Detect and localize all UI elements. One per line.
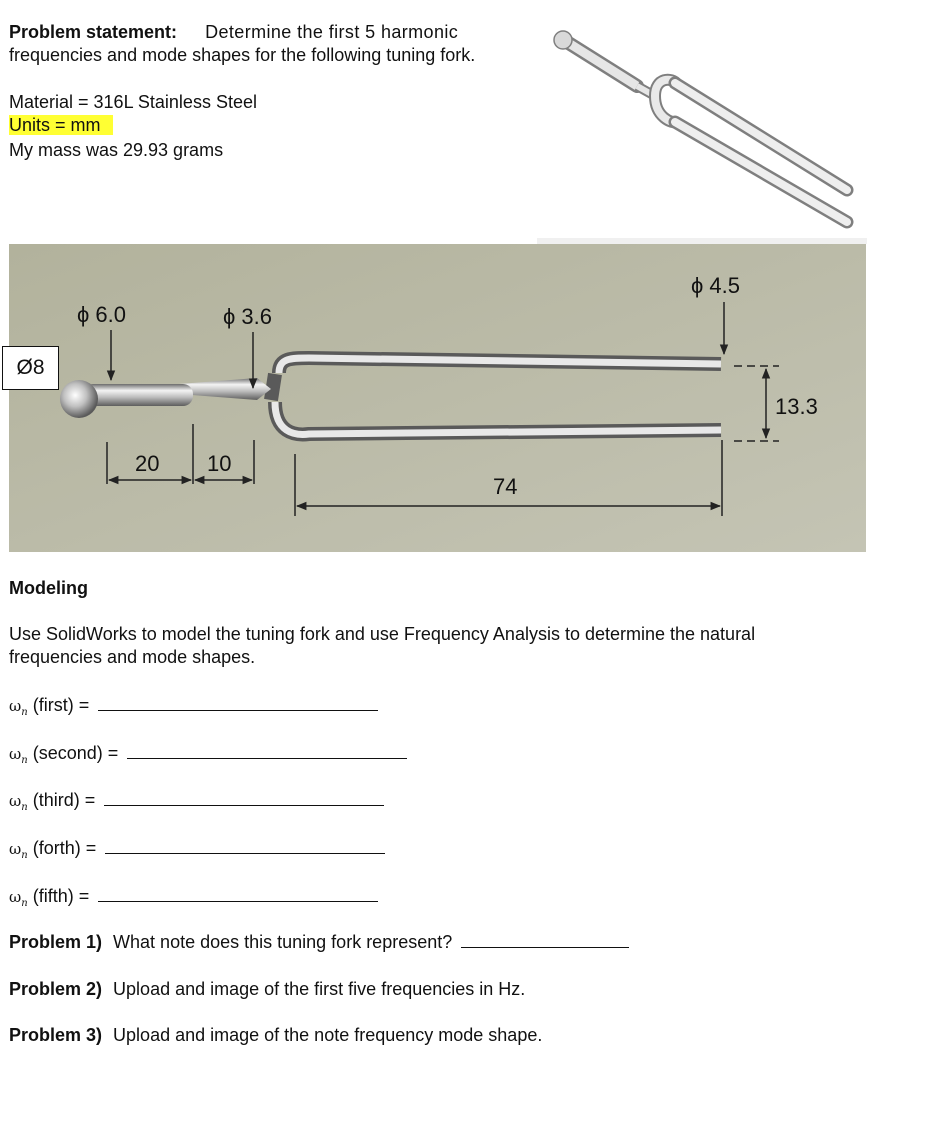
dim-d-handle: ϕ 6.0 <box>77 302 127 327</box>
freq-fifth-blank[interactable] <box>98 886 378 902</box>
omega-symbol: $\omega_n$ <box>9 745 28 766</box>
modeling-text-line1: Use SolidWorks to model the tuning fork and use Frequency Analysis to determine the natural <box>9 624 756 644</box>
omega-symbol: $\omega_n$ <box>9 888 28 909</box>
problem-3-label: Problem 3) <box>9 1025 103 1045</box>
omega-symbol: $\omega_n$ <box>9 697 28 718</box>
problem-statement-text: Determine the first 5 harmonic <box>205 22 459 42</box>
freq-second-blank[interactable] <box>127 743 407 759</box>
material-text: Material = 316L Stainless Steel <box>9 92 257 112</box>
freq-third-blank[interactable] <box>104 790 384 806</box>
problem-statement-line2: frequencies and mode shapes for the following tuning fork. <box>9 45 476 65</box>
dim-len-neck: 10 <box>207 451 232 476</box>
problem-statement-line1 <box>9 22 458 43</box>
units-highlight: Units = mm <box>9 115 113 135</box>
problem-1 <box>9 932 629 953</box>
freq-first-blank[interactable] <box>98 695 378 711</box>
dim-gap: 13.3 <box>775 394 818 419</box>
problem-statement-label: Problem statement: <box>9 22 178 42</box>
modeling-heading: Modeling <box>9 578 88 598</box>
problem-1-label: Problem 1) <box>9 932 103 952</box>
freq-first-row <box>9 695 378 718</box>
omega-symbol: $\omega_n$ <box>9 792 28 813</box>
freq-fourth-row <box>9 838 385 861</box>
freq-third-row <box>9 790 384 813</box>
freq-second-label: (second) = <box>32 743 119 763</box>
problem-2 <box>9 979 525 1000</box>
tuning-fork-3d-render <box>537 22 867 244</box>
modeling-text-line2: frequencies and mode shapes. <box>9 647 256 667</box>
units-text <box>9 115 113 136</box>
freq-fourth-blank[interactable] <box>105 838 385 854</box>
tuning-fork-photo <box>9 244 866 552</box>
problem-2-label: Problem 2) <box>9 979 103 999</box>
dim-len-handle: 20 <box>135 451 160 476</box>
problem-3-text: Upload and image of the note frequency mode shape. <box>113 1025 543 1045</box>
freq-fifth-row <box>9 886 378 909</box>
omega-symbol: $\omega_n$ <box>9 840 28 861</box>
freq-third-label: (third) = <box>32 790 96 810</box>
problem-3 <box>9 1025 542 1046</box>
freq-fourth-label: (forth) = <box>32 838 97 858</box>
dim-d-ball-box: Ø8 <box>2 346 59 390</box>
freq-fifth-label: (fifth) = <box>32 886 90 906</box>
problem-1-text: What note does this tuning fork represent? <box>113 932 453 952</box>
mass-text: My mass was 29.93 grams <box>9 140 224 160</box>
dim-len-prong: 74 <box>493 474 518 499</box>
dim-d-prong: ϕ 4.5 <box>691 273 741 298</box>
dimension-drawing <box>9 244 866 552</box>
problem-1-blank[interactable] <box>461 932 629 948</box>
dim-d-neck: ϕ 3.6 <box>223 304 273 329</box>
problem-2-text: Upload and image of the first five frequencies in Hz. <box>113 979 526 999</box>
freq-second-row <box>9 743 407 766</box>
freq-first-label: (first) = <box>32 695 90 715</box>
